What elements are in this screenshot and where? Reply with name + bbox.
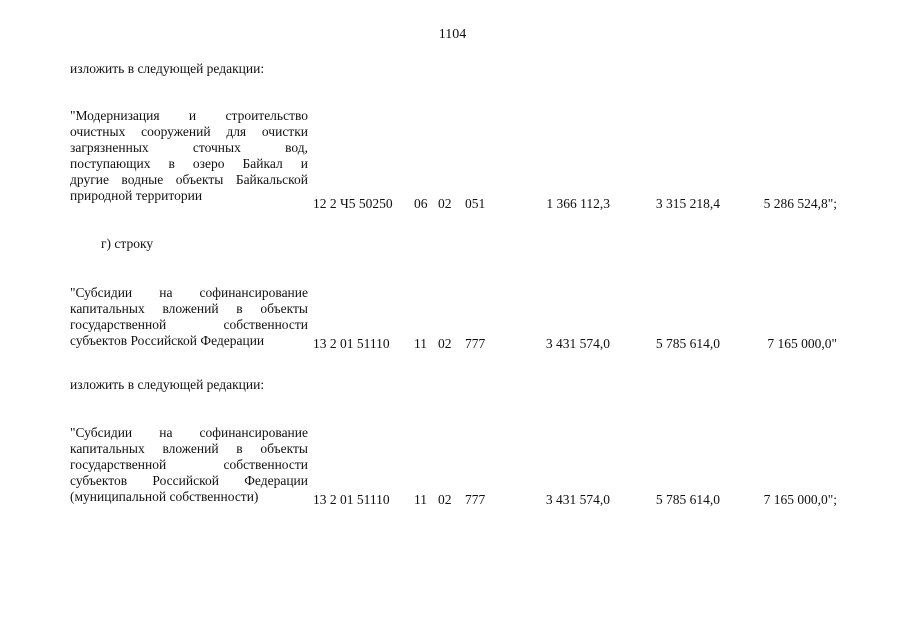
row2-line: "Субсидии на софинансирование [70,285,308,300]
row1-line: очистных сооружений для очистки [70,124,308,139]
row1-code: 12 2 Ч5 50250 [313,196,393,211]
row2-expense-type: 777 [465,336,486,351]
page-number: 1104 [438,27,467,42]
row1-line: загрязненных сточных вод, [70,140,308,155]
row3-subsection: 02 [438,492,452,507]
row1-line: природной территории [70,188,203,203]
row2-value-2: 5 785 614,0 [655,336,720,351]
row2-line: субъектов Российской Федерации [70,333,265,348]
row3-expense-type: 777 [465,492,486,507]
row1-description [70,108,308,204]
row3-line: субъектов Российской Федерации [70,473,308,488]
row1-subsection: 02 [438,196,452,211]
row3-line: государственной собственности [70,457,308,472]
row3-section: 11 [414,492,427,507]
row1-line: поступающих в озеро Байкал и [70,156,308,171]
row1-line: другие водные объекты Байкальской [70,172,308,187]
row2-section: 11 [414,336,427,351]
row3-code: 13 2 01 51110 [313,492,390,507]
row1-section: 06 [414,196,428,211]
row3-line: (муниципальной собственности) [70,489,259,504]
row1-value-2: 3 315 218,4 [655,196,720,211]
row1-expense-type: 051 [465,196,486,211]
row3-value-3: 7 165 000,0"; [763,492,837,507]
row2-code: 13 2 01 51110 [313,336,390,351]
row3-line: "Субсидии на софинансирование [70,425,308,440]
row2-value-1: 3 431 574,0 [545,336,610,351]
row3-value-1: 3 431 574,0 [545,492,610,507]
row2-description [70,285,308,349]
row3-description [70,425,308,505]
intro-text: изложить в следующей редакции: [70,61,265,76]
row1-value-1: 1 366 112,3 [546,196,610,211]
row1-line: "Модернизация и строительство [70,108,308,123]
intro-text-2: изложить в следующей редакции: [70,377,265,392]
row2-line: государственной собственности [70,317,308,332]
row1-value-3: 5 286 524,8"; [763,196,837,211]
row2-subsection: 02 [438,336,452,351]
subheading: г) строку [101,236,154,251]
row3-value-2: 5 785 614,0 [655,492,720,507]
row2-value-3: 7 165 000,0" [767,336,837,351]
row2-line: капитальных вложений в объекты [70,301,308,316]
row3-line: капитальных вложений в объекты [70,441,308,456]
